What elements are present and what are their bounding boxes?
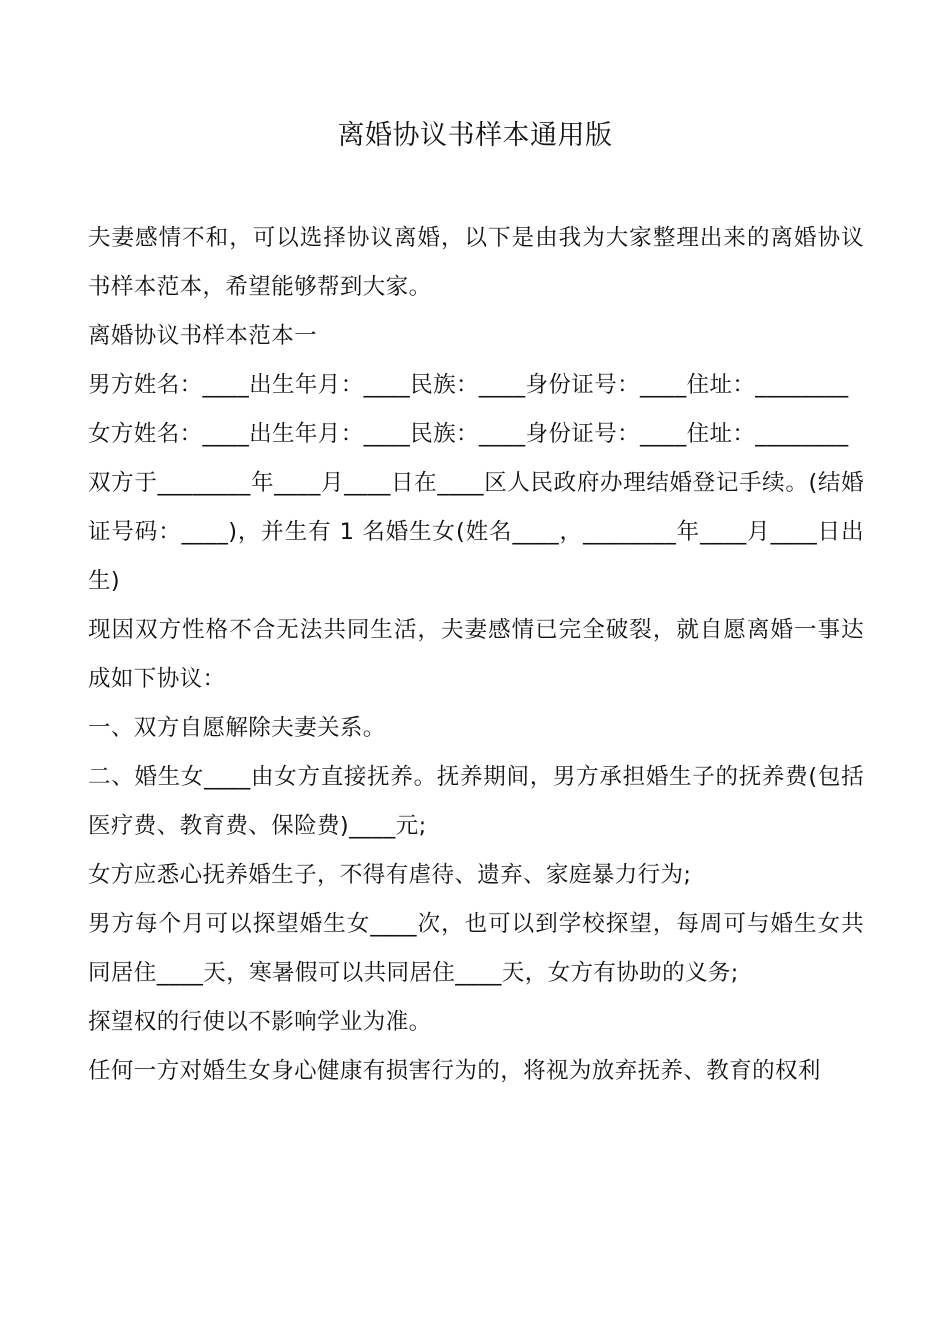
section-heading: 离婚协议书样本范本一 — [88, 323, 318, 349]
wife-info-line: 女方姓名：____出生年月：____民族：____身份证号：____住址：________ — [88, 421, 849, 447]
visitation-rule-paragraph: 探望权的行使以不影响学业为准。 — [88, 1009, 432, 1035]
document-title: 离婚协议书样本通用版 — [337, 120, 613, 151]
clause-two: 二、婚生女____由女方直接抚养。抚养期间，男方承担婚生子的抚养费(包括医疗费、教育费、保险费)____元; — [88, 764, 864, 839]
clause-one: 一、双方自愿解除夫妻关系。 — [88, 715, 386, 741]
husband-info-line: 男方姓名：____出生年月：____民族：____身份证号：____住址：________ — [88, 372, 849, 398]
marriage-registration-paragraph: 双方于________年____月____日在____区人民政府办理结婚登记手续。(结婚证号码：____)，并生有 1 名婚生女(姓名____，________年____月____日出生) — [88, 470, 864, 594]
custody-duty-paragraph: 女方应悉心抚养婚生子，不得有虐待、遗弃、家庭暴力行为; — [88, 862, 692, 888]
divorce-reason-paragraph: 现因双方性格不合无法共同生活，夫妻感情已完全破裂，就自愿离婚一事达成如下协议： — [88, 617, 864, 692]
document-body — [88, 214, 864, 1096]
visitation-paragraph: 男方每个月可以探望婚生女____次，也可以到学校探望，每周可与婚生女共同居住____天，寒暑假可以共同居住____天，女方有协助的义务; — [88, 911, 864, 986]
intro-paragraph: 夫妻感情不和，可以选择协议离婚，以下是由我为大家整理出来的离婚协议书样本范本，希望能够帮到大家。 — [88, 225, 864, 300]
harm-clause-paragraph: 任何一方对婚生女身心健康有损害行为的，将视为放弃抚养、教育的权利 — [88, 1058, 821, 1084]
